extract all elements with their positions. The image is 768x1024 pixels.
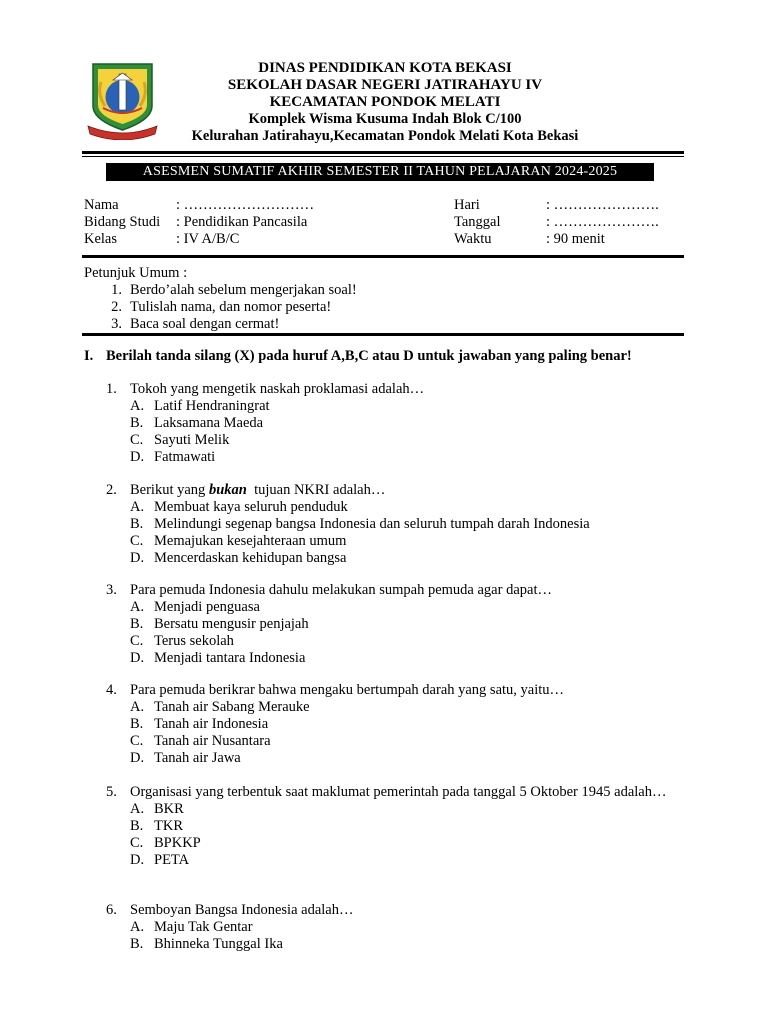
info-label: Bidang Studi	[84, 214, 161, 230]
option-c[interactable]: C. Tanah air Nusantara	[130, 733, 271, 749]
question-1: 1. Tokoh yang mengetik naskah proklamasi adalah… A. Latif Hendraningrat B. Laksamana Maeda C. Sayuti Melik D. Fatmawati	[106, 381, 686, 466]
option-d[interactable]: D. PETA	[130, 852, 190, 868]
exam-title-banner: ASESMEN SUMATIF AKHIR SEMESTER II TAHUN PELAJARAN 2024-2025	[106, 163, 654, 181]
address-line: Komplek Wisma Kusuma Indah Blok C/100	[248, 111, 522, 127]
info-value: : ………………………	[176, 197, 315, 213]
emphasis-word: bukan	[208, 482, 247, 498]
district-name: KECAMATAN PONDOK MELATI	[269, 94, 501, 110]
question-text: Organisasi yang terbentuk saat maklumat pemerintah pada tanggal 5 Oktober 1945 adalah…	[130, 784, 667, 800]
question-text: Para pemuda berikrar bahwa mengaku bertumpah darah yang satu, yaitu…	[130, 682, 565, 698]
question-4: 4. Para pemuda berikrar bahwa mengaku bertumpah darah yang satu, yaitu… A. Tanah air Sabang Merauke B. Tanah air Indonesia C. Tanah air Nusantara D. Tanah air Jawa	[106, 682, 686, 767]
option-d[interactable]: D. Mencerdaskan kehidupan bangsa	[130, 550, 347, 566]
general-instructions	[84, 265, 357, 333]
info-row-date	[454, 214, 659, 231]
option-a[interactable]: A. Maju Tak Gentar	[130, 919, 253, 935]
school-name: SEKOLAH DASAR NEGERI JATIRAHAYU IV	[227, 77, 543, 93]
section-heading: I. Berilah tanda silang (X) pada huruf A,B,C atau D untuk jawaban yang paling benar!	[84, 348, 632, 364]
info-label: Waktu	[454, 231, 492, 247]
option-a[interactable]: A. BKR	[130, 801, 184, 817]
info-value: : Pendidikan Pancasila	[176, 214, 308, 230]
option-c[interactable]: C. Terus sekolah	[130, 633, 234, 649]
option-d[interactable]: D. Tanah air Jawa	[130, 750, 241, 766]
instructions-heading: Petunjuk Umum :	[84, 265, 188, 281]
question-3: 3. Para pemuda Indonesia dahulu melakukan sumpah pemuda agar dapat… A. Menjadi penguasa B. Bersatu mengusir penjajah C. Terus sekolah D. Menjadi tantara Indonesia	[106, 582, 686, 667]
option-c[interactable]: C. Memajukan kesejahteraan umum	[130, 533, 347, 549]
instruction-item: 1. Berdo’alah sebelum mengerjakan soal!	[111, 282, 357, 298]
info-row-day	[454, 197, 659, 214]
info-divider	[82, 255, 684, 258]
option-a[interactable]: A. Menjadi penguasa	[130, 599, 260, 615]
instruction-item: 3. Baca soal dengan cermat!	[111, 316, 280, 332]
question-text: Para pemuda Indonesia dahulu melakukan sumpah pemuda agar dapat…	[130, 582, 552, 598]
info-label: Kelas	[84, 231, 118, 247]
letterhead	[170, 60, 600, 145]
info-value: : IV A/B/C	[176, 231, 240, 247]
option-c[interactable]: C. BPKKP	[130, 835, 201, 851]
option-b[interactable]: B. Bersatu mengusir penjajah	[130, 616, 309, 632]
exam-info	[454, 197, 659, 248]
option-b[interactable]: B. TKR	[130, 818, 183, 834]
info-value: : ………………….	[546, 214, 659, 230]
option-b[interactable]: B. Bhinneka Tunggal Ika	[130, 936, 283, 952]
option-d[interactable]: D. Fatmawati	[130, 449, 216, 465]
instruction-item: 2. Tulislah nama, dan nomor peserta!	[111, 299, 332, 315]
info-row-class	[84, 231, 314, 248]
address-line-2: Kelurahan Jatirahayu,Kecamatan Pondok Melati Kota Bekasi	[191, 128, 579, 144]
question-6: 6. Semboyan Bangsa Indonesia adalah… A. Maju Tak Gentar B. Bhinneka Tunggal Ika	[106, 902, 686, 953]
header-divider	[82, 151, 684, 154]
option-a[interactable]: A. Tanah air Sabang Merauke	[130, 699, 310, 715]
option-a[interactable]: A. Latif Hendraningrat	[130, 398, 270, 414]
info-label: Nama	[84, 197, 119, 213]
option-b[interactable]: B. Tanah air Indonesia	[130, 716, 269, 732]
info-row-name	[84, 197, 314, 214]
header-divider-thin	[82, 156, 684, 157]
info-label: Tanggal	[454, 214, 501, 230]
instructions-divider	[82, 333, 684, 336]
info-row-time	[454, 231, 659, 248]
city-crest-logo	[85, 60, 160, 140]
info-row-subject	[84, 214, 314, 231]
info-label: Hari	[454, 197, 480, 213]
info-value: : 90 menit	[546, 231, 605, 247]
question-5: 5. Organisasi yang terbentuk saat maklumat pemerintah pada tanggal 5 Oktober 1945 adalah… A. BKR B. TKR C. BPKKP D. PETA	[106, 784, 686, 869]
question-text: Semboyan Bangsa Indonesia adalah…	[130, 902, 354, 918]
question-text: Berikut yang bukan tujuan NKRI adalah…	[130, 482, 386, 498]
option-c[interactable]: C. Sayuti Melik	[130, 432, 230, 448]
option-b[interactable]: B. Melindungi segenap bangsa Indonesia dan seluruh tumpah darah Indonesia	[130, 516, 590, 532]
option-d[interactable]: D. Menjadi tantara Indonesia	[130, 650, 306, 666]
info-value: : ………………….	[546, 197, 659, 213]
question-text: Tokoh yang mengetik naskah proklamasi adalah…	[130, 381, 425, 397]
student-info	[84, 197, 314, 248]
agency-name: DINAS PENDIDIKAN KOTA BEKASI	[258, 60, 512, 76]
option-b[interactable]: B. Laksamana Maeda	[130, 415, 264, 431]
question-2: 2. Berikut yang bukan tujuan NKRI adalah… A. Membuat kaya seluruh penduduk B. Melindungi segenap bangsa Indonesia dan seluruh tumpah darah Indonesia C. Memajukan kesejahteraan umum D. Mencerdaskan kehidupan bangsa	[106, 482, 686, 567]
option-a[interactable]: A. Membuat kaya seluruh penduduk	[130, 499, 348, 515]
